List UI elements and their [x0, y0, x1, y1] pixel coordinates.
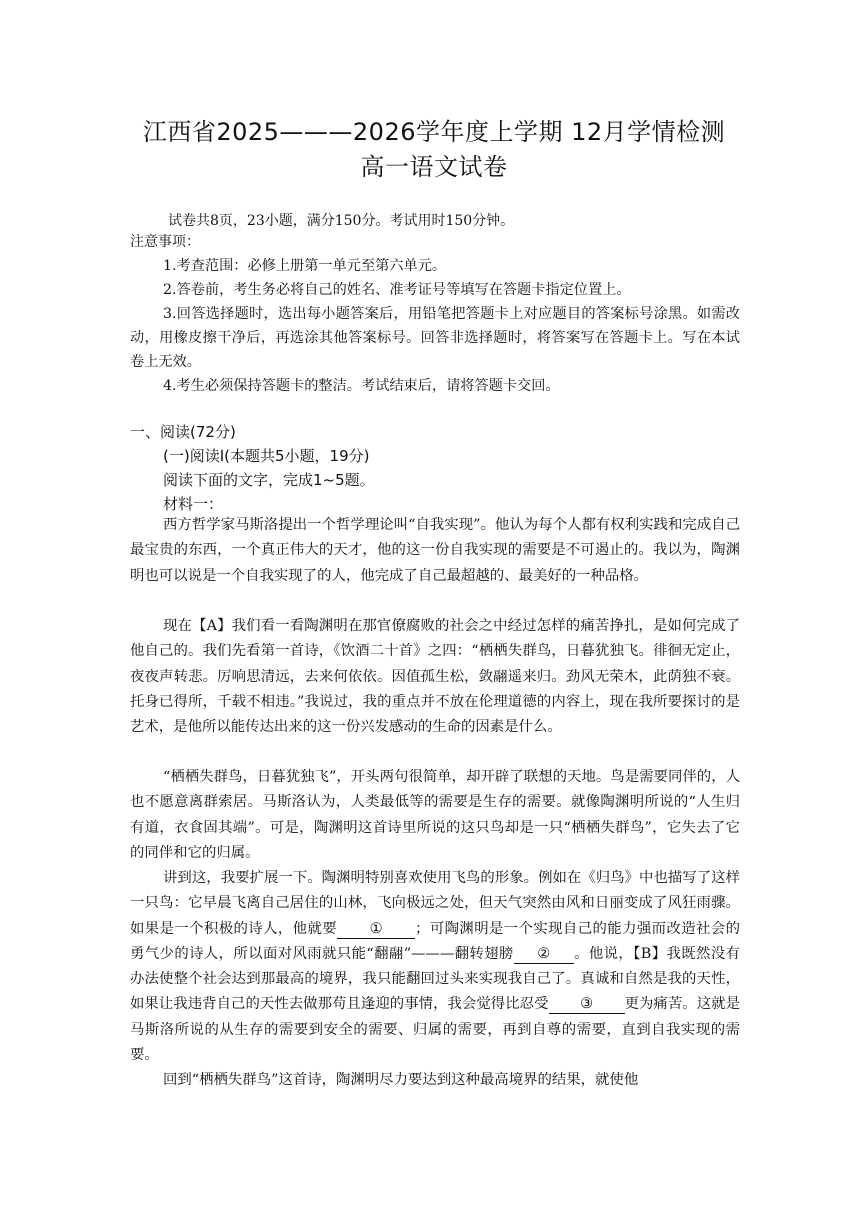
exam-title: 江西省2025———2026学年度上学期 12月学情检测	[142, 118, 726, 146]
notice-item: 1.考查范围：必修上册第一单元至第六单元。	[163, 258, 447, 274]
reading-instruction: 阅读下面的文字，完成1~5题。	[163, 471, 375, 489]
section-heading: 一、阅读(72分)	[130, 423, 236, 441]
passage-text: 讲到这，我要扩展一下。陶渊明特别喜欢使用飞鸟的形象。例如在《归鸟》中也描写了这样一只鸟：它早晨飞离自己居住的山林，飞向极远之处，但天气突然由风和日丽变成了风狂雨骤。如果是一个积极的诗人，他就要	[130, 870, 740, 937]
passage-text: 更为痛苦。这就是马斯洛所说的从生存的需要到安全的需要、归属的需要，再到自尊的需要，直到自我实现的需要。	[130, 996, 740, 1064]
notice-item: 2.答卷前，考生务必将自己的姓名、准考证号等填写在答题卡指定位置上。	[163, 282, 631, 298]
passage-paragraph: 西方哲学家马斯洛提出一个哲学理论叫“自我实现”。他认为每个人都有权利实践和完成自己最宝贵的东西，一个真正伟大的天才，他的这一份自我实现的需要是不可遏止的。我以为，陶渊明也可以说是一个自我实现了的人，他完成了自己最超越的、最美好的一种品格。	[130, 517, 740, 584]
answer-blank-2: ②	[514, 945, 574, 964]
passage-paragraph: “栖栖失群鸟，日暮犹独飞”，开头两句很简单，却开辟了联想的天地。鸟是需要同伴的，人也不愿意离群索居。马斯洛认为，人类最低等的需要是生存的需要。就像陶渊明所说的“人生归有道，衣食固其端”。可是，陶渊明这首诗里所说的这只鸟却是一只“栖栖失群鸟”，它失去了它的同伴和它的归属。	[130, 769, 740, 861]
passage-paragraph: 回到“栖栖失群鸟”这首诗，陶渊明尽力要达到这种最高境界的结果，就使他	[163, 1072, 639, 1088]
material-label: 材料一：	[163, 495, 224, 513]
notice-item: 3.回答选择题时，选出每小题答案后，用铅笔把答题卡上对应题目的答案标号涂黑。如需改动，用橡皮擦干净后，再选涂其他答案标号。回答非选择题时，将答案写在答题卡上。写在本试卷上无效。	[130, 306, 740, 370]
passage-paragraph: 现在【A】我们看一看陶渊明在那官僚腐败的社会之中经过怎样的痛苦挣扎，是如何完成了他自己的。我们先看第一首诗，《饮酒二十首》之四：“栖栖失群鸟，日暮犹独飞。徘徊无定止，夜夜声转悲。厉响思清远，去来何依依。因值孤生松，敛翮遥来归。劲风无荣木，此荫独不衰。托身已得所，千载不相违。”我说过，我的重点并不放在伦理道德的内容上，现在我所要探讨的是艺术，是他所以能传达出来的这一份兴发感动的生命的因素是什么。	[130, 618, 740, 736]
subsection-heading: (一)阅读Ⅰ(本题共5小题，19分)	[163, 447, 370, 465]
passage-text: 。他说，【B】我既然没有办法使整个社会达到那最高的境界，我只能翻回过头来实现我自己了。真诚和自然是我的天性，如果让我违背自己的天性去做那苟且逢迎的事情，我会觉得比忍受	[130, 945, 740, 1013]
answer-blank-1: ①	[337, 920, 415, 939]
notice-heading: 注意事项：	[130, 234, 200, 250]
answer-blank-3: ③	[549, 995, 625, 1014]
passage-paragraph	[130, 866, 740, 1068]
passage-text: ；可陶渊明是一个实现自己的能力强而改造社会的勇气少的诗人，所以面对风雨就只能“翻翮”———翻转翅膀	[130, 920, 740, 962]
exam-intro: 试卷共8页，23小题，满分150分。考试用时150分钟。	[168, 213, 515, 229]
exam-subtitle: 高一语文试卷	[360, 153, 508, 181]
notice-item: 4.考生必须保持答题卡的整洁。考试结束后，请将答题卡交回。	[163, 378, 560, 394]
